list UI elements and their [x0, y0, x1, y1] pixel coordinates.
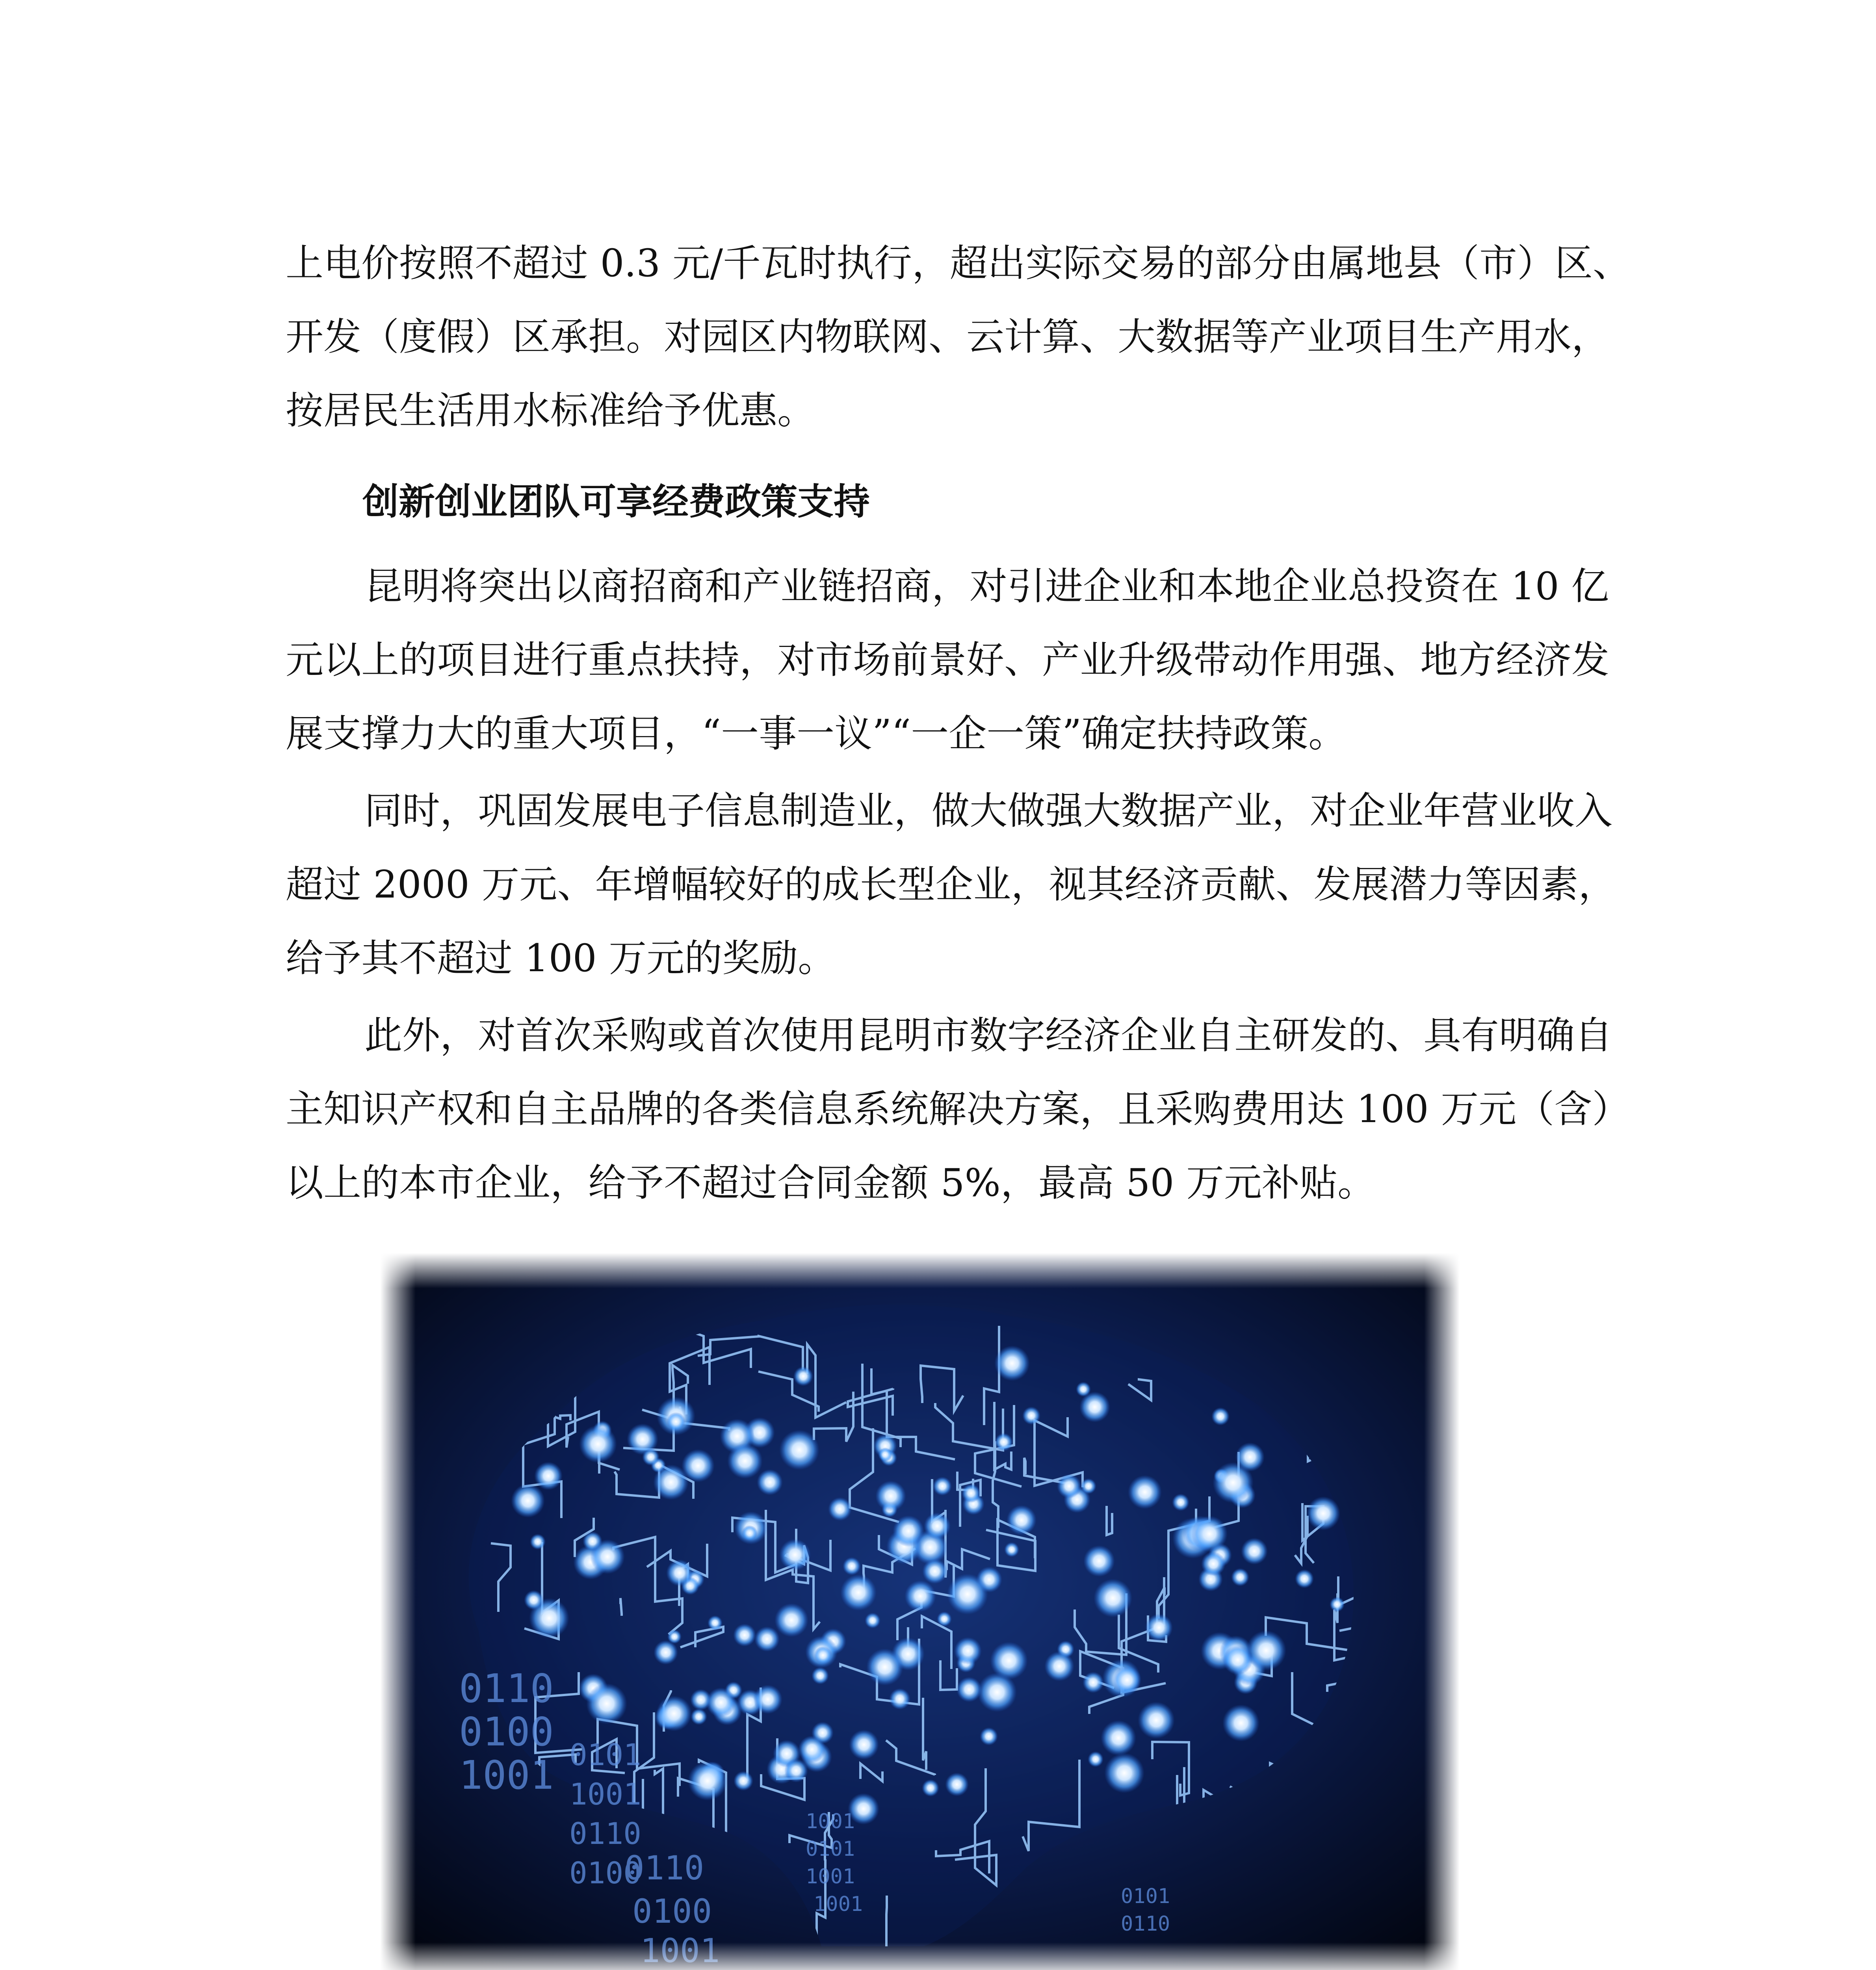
glow-node	[727, 1443, 763, 1479]
glow-node	[878, 1448, 892, 1462]
glow-node	[1128, 1475, 1162, 1509]
glow-node	[962, 1484, 981, 1503]
circuit-brain-image	[380, 1253, 1460, 1970]
glow-node	[1083, 1545, 1115, 1577]
glow-node	[1094, 1579, 1132, 1617]
glow-node	[753, 1685, 782, 1714]
glow-node	[733, 1624, 756, 1647]
glow-node	[980, 1727, 998, 1745]
glow-node	[947, 1574, 988, 1615]
glow-node	[1246, 1630, 1286, 1671]
glow-node	[642, 1448, 659, 1466]
glow-node	[654, 1640, 678, 1665]
glow-node	[1306, 1496, 1340, 1530]
glow-node	[1201, 1552, 1226, 1576]
glow-node	[1191, 1516, 1228, 1552]
glow-node	[706, 1688, 736, 1717]
glow-node	[1088, 1751, 1103, 1767]
glow-node	[937, 1611, 952, 1626]
glow-node	[742, 1525, 758, 1541]
glow-node	[866, 1648, 903, 1686]
glow-node	[1172, 1494, 1189, 1511]
binary-digits: 0101	[806, 1837, 855, 1861]
glow-node	[828, 1497, 852, 1521]
text-line: 按居民生活用水标准给予优惠。	[286, 388, 815, 433]
text-line: 主知识产权和自主品牌的各类信息系统解决方案，且采购费用达 100 万元（含）	[286, 1087, 1630, 1131]
glow-node	[994, 1346, 1030, 1381]
binary-digits: 1001	[569, 1777, 642, 1812]
glow-node	[1231, 1568, 1249, 1586]
binary-digits: 0101	[569, 1737, 642, 1772]
glow-node	[933, 1477, 952, 1496]
glow-node	[1083, 1672, 1104, 1693]
glow-node	[889, 1688, 910, 1710]
glow-node	[1241, 1538, 1268, 1565]
glow-node	[798, 1736, 826, 1763]
binary-digits: 1001	[806, 1810, 855, 1833]
glow-node	[586, 1683, 627, 1724]
binary-digits: 0110	[1121, 1912, 1170, 1936]
glow-node	[1235, 1442, 1265, 1472]
glow-node	[905, 1580, 936, 1612]
glow-node	[1044, 1651, 1074, 1681]
paragraph-electricity-water	[286, 227, 1631, 448]
glow-node	[1004, 1542, 1019, 1557]
glow-node	[1076, 1382, 1091, 1397]
paragraph-electronics-reward	[286, 774, 1616, 995]
glow-node	[1022, 1407, 1040, 1425]
text-line: 以上的本市企业，给予不超过合同金额 5%，最高 50 万元补贴。	[286, 1161, 1375, 1205]
glow-node	[534, 1462, 563, 1490]
glow-node	[954, 1637, 982, 1665]
glow-node	[812, 1667, 829, 1684]
glow-node	[734, 1771, 753, 1791]
glow-node	[530, 1534, 546, 1550]
glow-node	[784, 1759, 808, 1782]
text-line: 昆明将突出以商招商和产业链招商，对引进企业和本地企业总投资在 10 亿	[364, 564, 1609, 608]
binary-digits: 0110	[459, 1665, 554, 1712]
glow-node	[1101, 1720, 1136, 1756]
glow-node	[779, 1430, 819, 1470]
glow-node	[1007, 1505, 1036, 1535]
glow-node	[653, 1464, 689, 1500]
glow-node	[708, 1615, 723, 1630]
binary-digits: 0100	[459, 1709, 554, 1755]
glow-node	[1138, 1702, 1175, 1739]
text-line: 此外，对首次采购或首次使用昆明市数字经济企业自主研发的、具有明确自	[364, 1013, 1612, 1057]
text-line: 元以上的项目进行重点扶持，对市场前景好、产业升级带动作用强、地方经济发	[286, 638, 1609, 682]
glow-node	[849, 1730, 879, 1760]
glow-node	[579, 1425, 617, 1463]
glow-node	[754, 1626, 780, 1652]
glow-node	[1145, 1614, 1173, 1641]
glow-node	[865, 1613, 880, 1628]
paragraph-investment-support	[286, 550, 1609, 771]
glow-node	[924, 1513, 951, 1539]
glow-node	[814, 1646, 832, 1664]
glow-node	[590, 1539, 625, 1574]
glow-node	[524, 1590, 544, 1610]
binary-digits: 0100	[569, 1855, 642, 1890]
binary-digits: 0110	[624, 1849, 704, 1887]
glow-node	[775, 1603, 808, 1637]
glow-node	[1104, 1753, 1144, 1793]
paragraph-procurement-subsidy	[286, 999, 1630, 1220]
binary-digits: 0101	[1121, 1885, 1170, 1908]
glow-node	[1330, 1597, 1345, 1612]
glow-node	[843, 1557, 861, 1575]
subheading: 创新创业团队可享经费政策支持	[362, 481, 870, 523]
circuit-trace	[620, 1598, 622, 1616]
binary-digits: 1001	[806, 1865, 855, 1888]
binary-digits: 0110	[569, 1816, 642, 1851]
glow-node	[1295, 1569, 1314, 1588]
glow-node	[1211, 1407, 1230, 1425]
glow-node	[922, 1779, 939, 1797]
text-line: 同时，巩固发展电子信息制造业，做大做强大数据产业，对企业年营业收入	[364, 789, 1612, 833]
glow-node	[893, 1515, 924, 1547]
text-line: 展支撑力大的重大项目，“一事一议”“一企一策”确定扶持政策。	[286, 712, 1347, 756]
binary-digits: 1001	[459, 1752, 554, 1798]
text-line: 给予其不超过 100 万元的奖励。	[286, 936, 836, 980]
glow-node	[945, 1773, 969, 1796]
glow-node	[875, 1481, 906, 1511]
text-line: 上电价按照不超过 0.3 元/千瓦时执行，超出实际交易的部分由属地县（市）区、	[286, 241, 1631, 285]
glow-node	[793, 1366, 813, 1386]
glow-node	[1223, 1645, 1253, 1675]
glow-node	[990, 1642, 1028, 1680]
glow-node	[1113, 1666, 1141, 1694]
glow-node	[667, 1412, 685, 1431]
glow-node	[511, 1484, 545, 1518]
glow-node	[995, 1433, 1013, 1451]
glow-node	[691, 1708, 707, 1725]
binary-digits: 0100	[632, 1892, 712, 1931]
glow-node	[1081, 1478, 1096, 1494]
glow-node	[840, 1574, 877, 1611]
glow-node	[1057, 1474, 1081, 1498]
glow-node	[779, 1539, 811, 1570]
glow-node	[757, 1469, 783, 1495]
glow-node	[688, 1761, 727, 1801]
glow-node	[1222, 1704, 1259, 1741]
glow-node	[666, 1559, 693, 1586]
glow-node	[922, 1559, 947, 1584]
glow-node	[656, 1696, 692, 1731]
text-line: 超过 2000 万元、年增幅较好的成长型企业，视其经济贡献、发展潜力等因素，	[286, 862, 1616, 907]
binary-digits: 1001	[814, 1892, 863, 1916]
text-line: 开发（度假）区承担。对园区内物联网、云计算、大数据等产业项目生产用水，	[286, 315, 1609, 359]
